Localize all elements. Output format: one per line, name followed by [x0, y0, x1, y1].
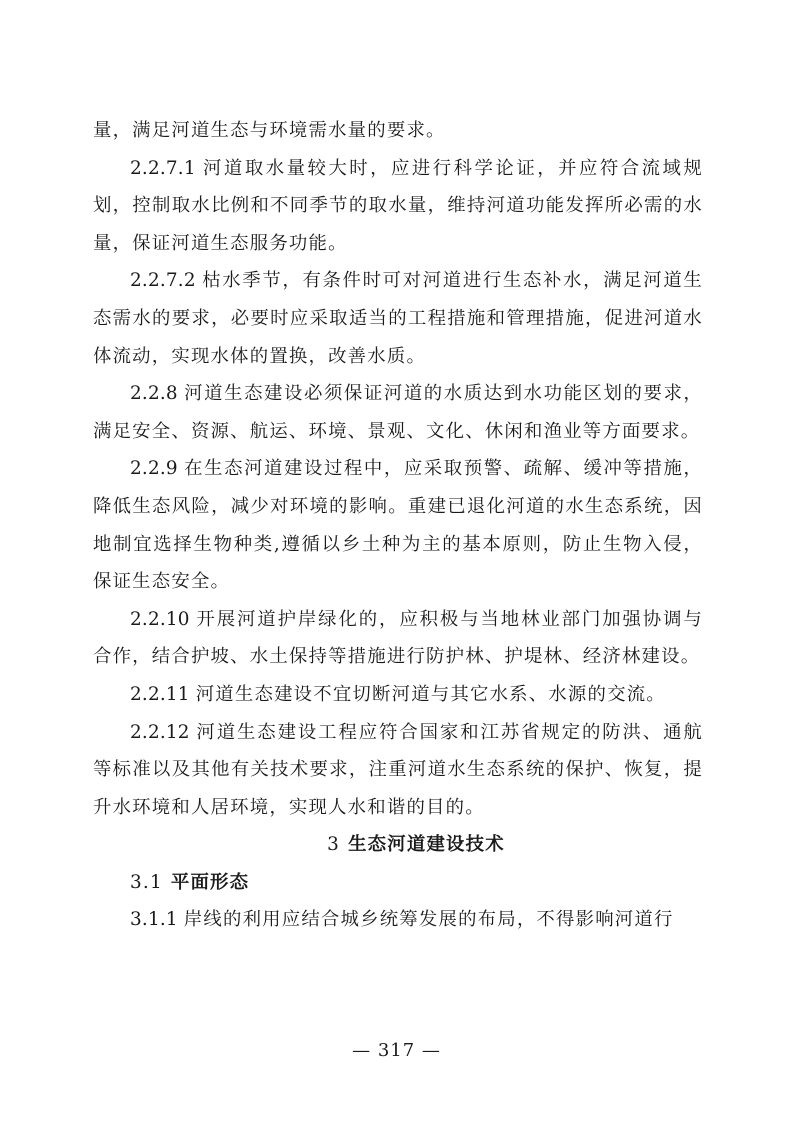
page-number: — 317 — [352, 1040, 441, 1061]
clause-2-2-9 [93, 450, 703, 600]
clause-number: 2.2.8 [130, 383, 178, 405]
section-number: 3.1 [130, 871, 163, 893]
clause-text: 河道生态建设必须保证河道的水质达到水功能区划的要求，满足安全、资源、航运、环境、景观、文化、休闲和渔业等方面要求。 [93, 383, 703, 442]
clause-3-1-1 [93, 901, 703, 939]
clause-2-2-7-2 [93, 262, 703, 375]
clause-text: 河道取水量较大时，应进行科学论证，并应符合流域规划，控制取水比例和不同季节的取水量，维持河道功能发挥所必需的水量，保证河道生态服务功能。 [93, 157, 703, 254]
clause-text: 岸线的利用应结合城乡统筹发展的布局，不得影响河道行 [183, 909, 674, 931]
clause-number: 2.2.7.2 [130, 270, 196, 292]
clause-text: 河道生态建设工程应符合国家和江苏省规定的防洪、通航等标准以及其他有关技术要求，注重河道水生态系统的保护、恢复，提升水环境和人居环境，实现人水和谐的目的。 [93, 721, 703, 818]
clause-2-2-8 [93, 375, 703, 450]
chapter-number: 3 [327, 834, 341, 856]
section-title: 平面形态 [170, 871, 250, 893]
clause-number: 2.2.12 [130, 721, 190, 743]
document-body [93, 112, 703, 939]
chapter-heading [93, 826, 703, 864]
chapter-title: 生态河道建设技术 [348, 834, 505, 856]
clause-number: 2.2.7.1 [130, 157, 196, 179]
clause-2-2-11 [93, 676, 703, 714]
paragraph-text: 量，满足河道生态与环境需水量的要求。 [93, 120, 446, 141]
paragraph-continuation [93, 112, 703, 150]
clause-number: 2.2.9 [130, 458, 178, 480]
clause-text: 在生态河道建设过程中，应采取预警、疏解、缓冲等措施，降低生态风险，减少对环境的影响。重建已退化河道的水生态系统，因地制宜选择生物种类,遵循以乡土种为主的基本原则，防止生物入侵，保证生态安全。 [93, 458, 703, 593]
clause-2-2-12 [93, 714, 703, 827]
clause-text: 枯水季节，有条件时可对河道进行生态补水，满足河道生态需水的要求，必要时应采取适当的工程措施和管理措施，促进河道水体流动，实现水体的置换，改善水质。 [93, 270, 703, 367]
section-heading [93, 864, 703, 902]
clause-2-2-7-1 [93, 150, 703, 263]
clause-text: 开展河道护岸绿化的，应积极与当地林业部门加强协调与合作，结合护坡、水土保持等措施进行防护林、护堤林、经济林建设。 [93, 608, 703, 668]
clause-text: 河道生态建设不宜切断河道与其它水系、水源的交流。 [195, 683, 666, 705]
clause-2-2-10 [93, 601, 703, 676]
clause-number: 3.1.1 [130, 909, 178, 931]
clause-number: 2.2.11 [130, 683, 190, 705]
clause-number: 2.2.10 [130, 608, 190, 630]
